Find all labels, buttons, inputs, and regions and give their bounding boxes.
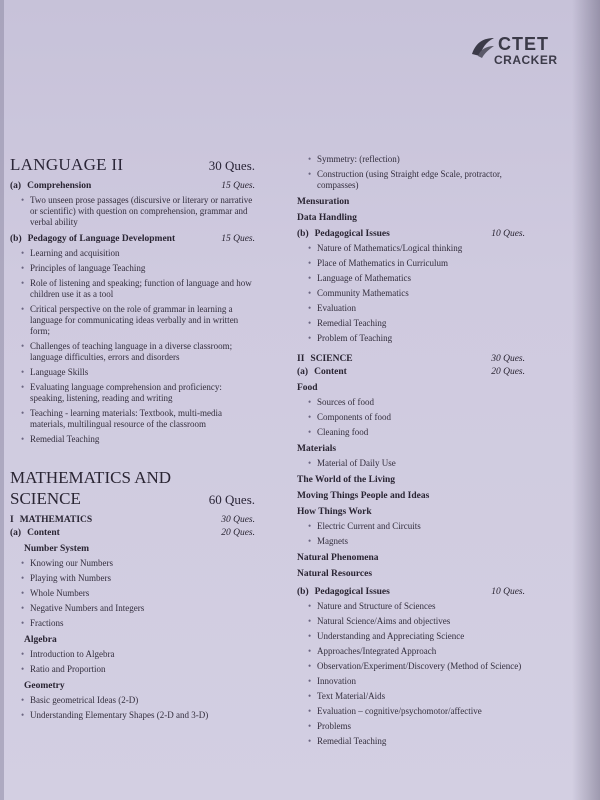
science-pedagogy-list bbox=[297, 601, 525, 747]
sub-label: (a) bbox=[297, 367, 309, 377]
sub-title: Pedagogical Issues bbox=[314, 587, 390, 597]
algebra-list bbox=[10, 649, 255, 675]
list-item: • Evaluation – cognitive/psychomotor/affective bbox=[297, 706, 525, 717]
how-things-work-heading: How Things Work bbox=[297, 507, 372, 517]
list-item: • Understanding and Appreciating Science bbox=[297, 631, 525, 642]
list-item: • Natural Science/Aims and objectives bbox=[297, 616, 525, 627]
list-item: • Remedial Teaching bbox=[10, 434, 255, 445]
list-item: • Electric Current and Circuits bbox=[297, 521, 525, 532]
sub-ques: 20 Ques. bbox=[491, 367, 525, 377]
list-item: • Approaches/Integrated Approach bbox=[297, 646, 525, 657]
list-item: • Basic geometrical Ideas (2-D) bbox=[10, 695, 255, 706]
natural-phenomena-heading: Natural Phenomena bbox=[297, 553, 379, 563]
list-item: • Role of listening and speaking; function of language and how children use it as a tool bbox=[10, 278, 255, 300]
sub-label: (a) bbox=[10, 181, 22, 191]
science-pedagogy-heading bbox=[297, 587, 525, 597]
comprehension-heading bbox=[10, 181, 255, 191]
sub-ques: 20 Ques. bbox=[221, 528, 255, 538]
list-item: • Evaluation bbox=[297, 303, 525, 314]
sub-title: Pedagogy of Language Development bbox=[27, 234, 176, 244]
sub-title: Comprehension bbox=[27, 181, 92, 191]
list-item: • Community Mathematics bbox=[297, 288, 525, 299]
section-ques: 60 Ques. bbox=[208, 492, 255, 507]
page-gutter-shadow bbox=[572, 0, 600, 800]
algebra-heading: Algebra bbox=[24, 635, 57, 645]
right-column bbox=[297, 150, 525, 747]
list-item: • Remedial Teaching bbox=[297, 736, 525, 747]
food-heading: Food bbox=[297, 383, 318, 393]
geometry-heading: Geometry bbox=[24, 681, 65, 691]
mathematics-heading bbox=[10, 515, 255, 525]
logo-text-ctet: CTET bbox=[498, 34, 549, 54]
list-item: • Place of Mathematics in Curriculum bbox=[297, 258, 525, 269]
math-pedagogy-list bbox=[297, 243, 525, 344]
sub-title: Pedagogical Issues bbox=[314, 229, 390, 239]
science-heading bbox=[297, 354, 525, 364]
math-content-heading bbox=[10, 528, 255, 538]
list-item: • Construction (using Straight edge Scale, protractor, compasses) bbox=[297, 169, 525, 191]
list-item: • Introduction to Algebra bbox=[10, 649, 255, 660]
sub-label: (b) bbox=[297, 587, 309, 597]
number-system-heading: Number System bbox=[24, 544, 90, 554]
sub-label: (b) bbox=[297, 229, 309, 239]
how-things-work-list bbox=[297, 521, 525, 547]
list-item: • Components of food bbox=[297, 412, 525, 423]
list-item: • Text Material/Aids bbox=[297, 691, 525, 702]
sub-ques: 15 Ques. bbox=[221, 234, 255, 244]
list-item: • Teaching - learning materials: Textbook, multi-media materials, multilingual resource of the classroom bbox=[10, 408, 255, 430]
world-of-living-heading: The World of the Living bbox=[297, 475, 396, 485]
data-handling-heading: Data Handling bbox=[297, 213, 357, 223]
list-item: • Evaluating language comprehension and proficiency: speaking, listening, reading and writing bbox=[10, 382, 255, 404]
list-item: • Observation/Experiment/Discovery (Method of Science) bbox=[297, 661, 525, 672]
section-title: LANGUAGE II bbox=[10, 155, 124, 174]
materials-list bbox=[297, 458, 525, 469]
list-item: • Knowing our Numbers bbox=[10, 558, 255, 569]
sub-title: MATHEMATICS bbox=[19, 515, 93, 525]
list-item: • Nature of Mathematics/Logical thinking bbox=[297, 243, 525, 254]
list-item: • Ratio and Proportion bbox=[10, 664, 255, 675]
list-item: • Understanding Elementary Shapes (2-D and 3-D) bbox=[10, 710, 255, 721]
sub-ques: 15 Ques. bbox=[221, 181, 255, 191]
sub-ques: 10 Ques. bbox=[491, 587, 525, 597]
sub-ques: 10 Ques. bbox=[491, 229, 525, 239]
list-item: • Language Skills bbox=[10, 367, 255, 378]
ctet-cracker-logo bbox=[470, 34, 570, 68]
section-title-line1: MATHEMATICS AND bbox=[10, 468, 172, 487]
list-item: • Sources of food bbox=[297, 397, 525, 408]
natural-resources-heading: Natural Resources bbox=[297, 569, 373, 579]
list-item: • Material of Daily Use bbox=[297, 458, 525, 469]
list-item: • Problem of Teaching bbox=[297, 333, 525, 344]
mensuration-heading: Mensuration bbox=[297, 197, 350, 207]
pedagogy-language-list bbox=[10, 248, 255, 445]
left-column bbox=[10, 155, 255, 721]
food-list bbox=[297, 397, 525, 438]
number-system-list bbox=[10, 558, 255, 629]
list-item: • Innovation bbox=[297, 676, 525, 687]
sub-label: I bbox=[10, 515, 14, 525]
list-item: • Two unseen prose passages (discursive or literary or narrative or scientific) with question on comprehension, grammar and verbal ability bbox=[10, 195, 255, 228]
logo-text-cracker: CRACKER bbox=[494, 53, 558, 67]
page-edge bbox=[0, 0, 4, 800]
materials-heading: Materials bbox=[297, 444, 337, 454]
list-item: • Fractions bbox=[10, 618, 255, 629]
list-item: • Critical perspective on the role of grammar in learning a language for communicating ideas verbally and in written form; bbox=[10, 304, 255, 337]
sub-label: (a) bbox=[10, 528, 22, 538]
geometry-continued-list bbox=[297, 154, 525, 191]
list-item: • Symmetry: (reflection) bbox=[297, 154, 525, 165]
sub-label: (b) bbox=[10, 234, 22, 244]
sub-title: Content bbox=[27, 528, 60, 538]
math-pedagogy-heading bbox=[297, 229, 525, 239]
sub-ques: 30 Ques. bbox=[491, 354, 525, 364]
list-item: • Playing with Numbers bbox=[10, 573, 255, 584]
pedagogy-language-heading bbox=[10, 234, 255, 244]
math-science-heading bbox=[10, 467, 255, 509]
section-title-line2: SCIENCE bbox=[10, 489, 81, 508]
sub-title: Content bbox=[314, 367, 347, 377]
list-item: • Language of Mathematics bbox=[297, 273, 525, 284]
list-item: • Negative Numbers and Integers bbox=[10, 603, 255, 614]
comprehension-list bbox=[10, 195, 255, 228]
list-item: • Learning and acquisition bbox=[10, 248, 255, 259]
list-item: • Remedial Teaching bbox=[297, 318, 525, 329]
geometry-list bbox=[10, 695, 255, 721]
list-item: • Whole Numbers bbox=[10, 588, 255, 599]
list-item: • Nature and Structure of Sciences bbox=[297, 601, 525, 612]
sub-title: SCIENCE bbox=[310, 354, 353, 364]
language-ii-heading bbox=[10, 155, 255, 175]
list-item: • Cleaning food bbox=[297, 427, 525, 438]
moving-things-heading: Moving Things People and Ideas bbox=[297, 491, 430, 501]
list-item: • Principles of language Teaching bbox=[10, 263, 255, 274]
list-item: • Problems bbox=[297, 721, 525, 732]
bird-logo-icon bbox=[470, 34, 496, 60]
science-content-heading bbox=[297, 367, 525, 377]
sub-ques: 30 Ques. bbox=[221, 515, 255, 525]
list-item: • Challenges of teaching language in a diverse classroom; language difficulties, errors and disorders bbox=[10, 341, 255, 363]
list-item: • Magnets bbox=[297, 536, 525, 547]
section-ques: 30 Ques. bbox=[208, 158, 255, 173]
sub-label: II bbox=[297, 354, 305, 364]
